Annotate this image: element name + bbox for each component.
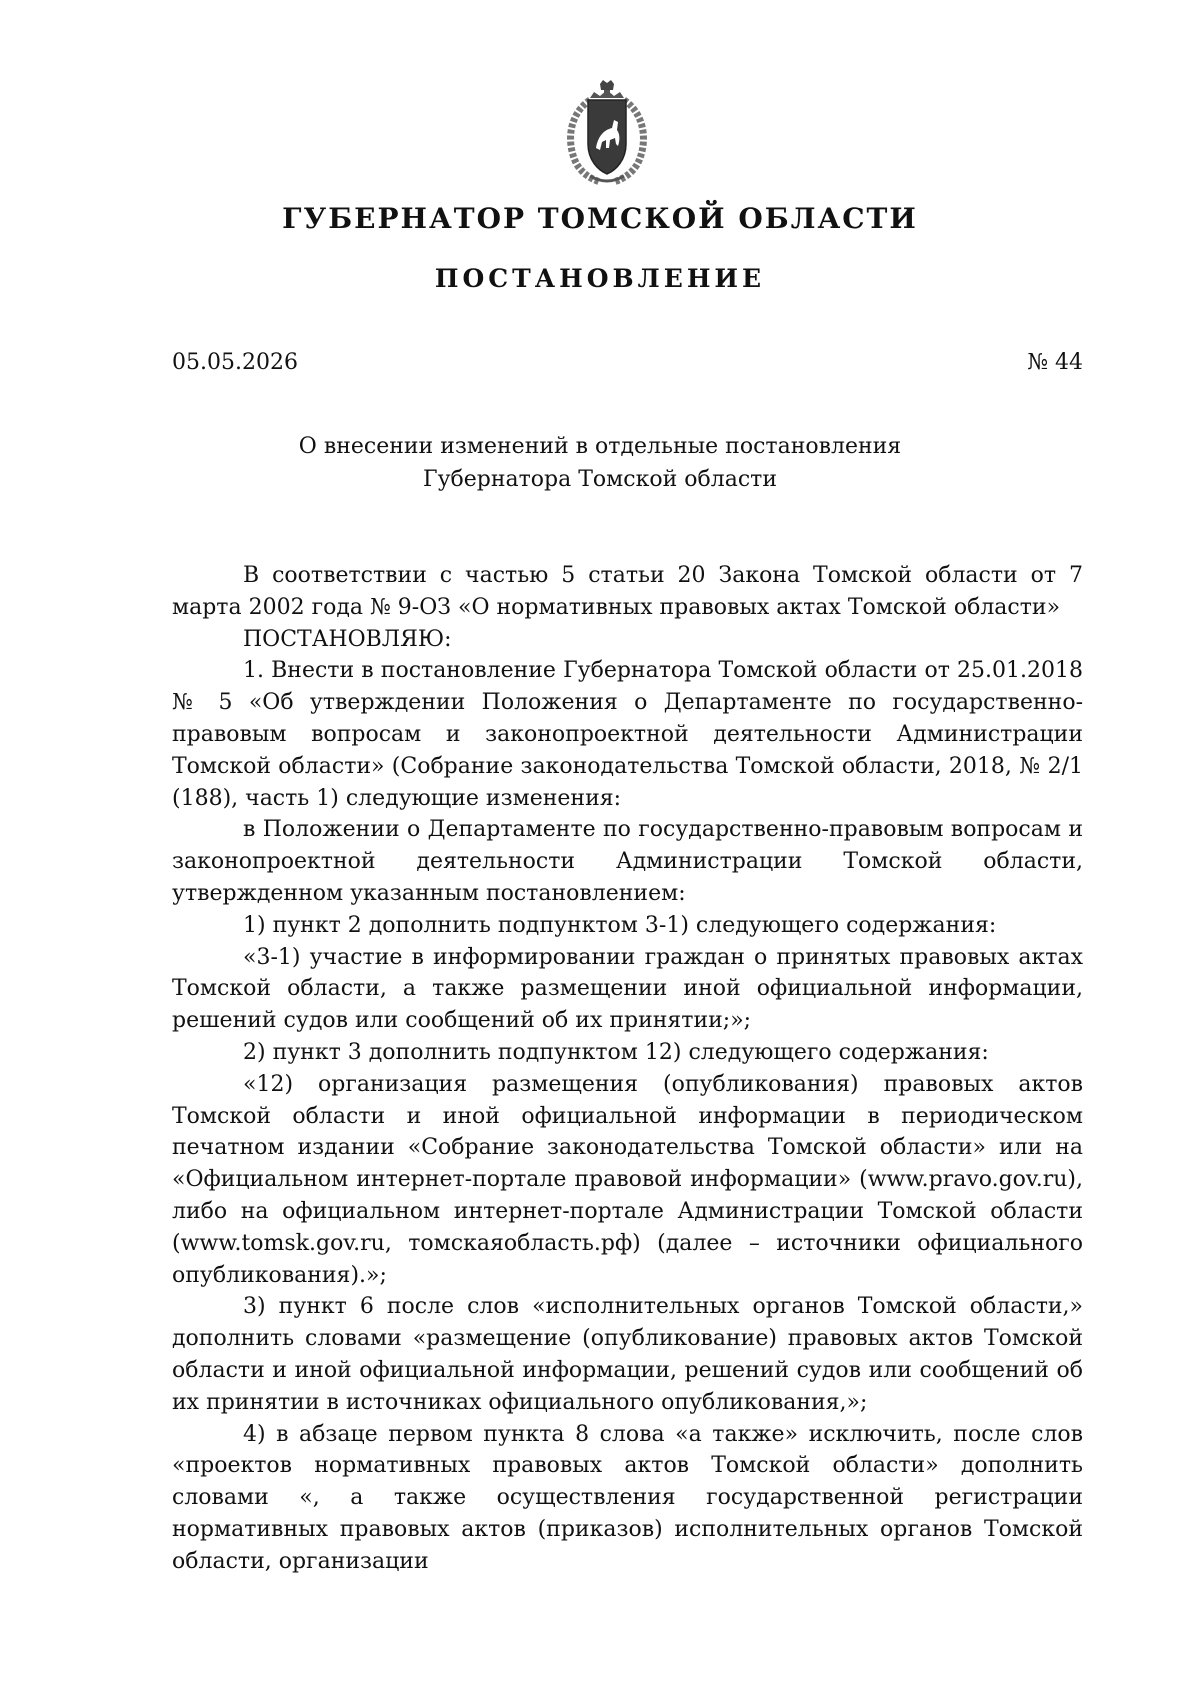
- document-body: [172, 560, 1083, 1578]
- paragraph: 1) пункт 2 дополнить подпунктом 3-1) следующего содержания:: [243, 912, 997, 938]
- paragraph: 4) в абзаце первом пункта 8 слова «а также» исключить, после слов «проектов нормативных правовых актов Томской области» дополнить словами «, а также осуществления государственной регистрации нормативных правовых актов (приказов) исполнительных органов Томской области, организации: [172, 1421, 1083, 1574]
- paragraph: 3) пункт 6 после слов «исполнительных органов Томской области,» дополнить словами «размещение (опубликование) правовых актов Томской области и иной официальной информации, решений судов или сообщений об их принятии в источниках официального опубликования,»;: [172, 1294, 1083, 1415]
- paragraph: В соответствии с частью 5 статьи 20 Закона Томской области от 7 марта 2002 года № 9-ОЗ «О нормативных правовых актах Томской области»: [172, 563, 1083, 620]
- paragraph: ПОСТАНОВЛЯЮ:: [243, 626, 452, 652]
- document-number: № 44: [1027, 350, 1083, 375]
- subject-line-1: О внесении изменений в отдельные постановления: [298, 434, 902, 459]
- document-date: 05.05.2026: [172, 350, 298, 375]
- document-subject: [0, 430, 1200, 496]
- subject-line-2: Губернатора Томской области: [423, 467, 777, 492]
- paragraph: «3-1) участие в информировании граждан о принятых правовых актах Томской области, а также размещении иной официальной информации, решений судов или сообщений об их принятии;»;: [172, 944, 1083, 1034]
- paragraph: «12) организация размещения (опубликования) правовых актов Томской области и иной официальной информации в периодическом печатном издании «Собрание законодательства Томской области» или на «Официальном интернет-портале правовой информации» (www.pravo.gov.ru), либо на официальном интернет-портале Администрации Томской области (www.tomsk.gov.ru, томскаяобласть.рф) (далее – источники официального опубликования).»;: [172, 1071, 1083, 1288]
- coat-of-arms-icon: [560, 78, 654, 186]
- org-title: ГУБЕРНАТОР ТОМСКОЙ ОБЛАСТИ: [282, 202, 918, 235]
- paragraph: в Положении о Департаменте по государственно-правовым вопросам и законопроектной деятельности Администрации Томской области, утвержденном указанным постановлением:: [172, 817, 1083, 906]
- document-type: ПОСТАНОВЛЕНИЕ: [434, 264, 766, 293]
- paragraph: 1. Внести в постановление Губернатора Томской области от 25.01.2018 № 5 «Об утверждении Положения о Департаменте по государственно-правовым вопросам и законопроектной деятельности Администрации Томской области» (Собрание законодательства Томской области, 2018, № 2/1 (188), часть 1) следующие изменения:: [172, 658, 1083, 811]
- paragraph: 2) пункт 3 дополнить подпунктом 12) следующего содержания:: [243, 1039, 989, 1065]
